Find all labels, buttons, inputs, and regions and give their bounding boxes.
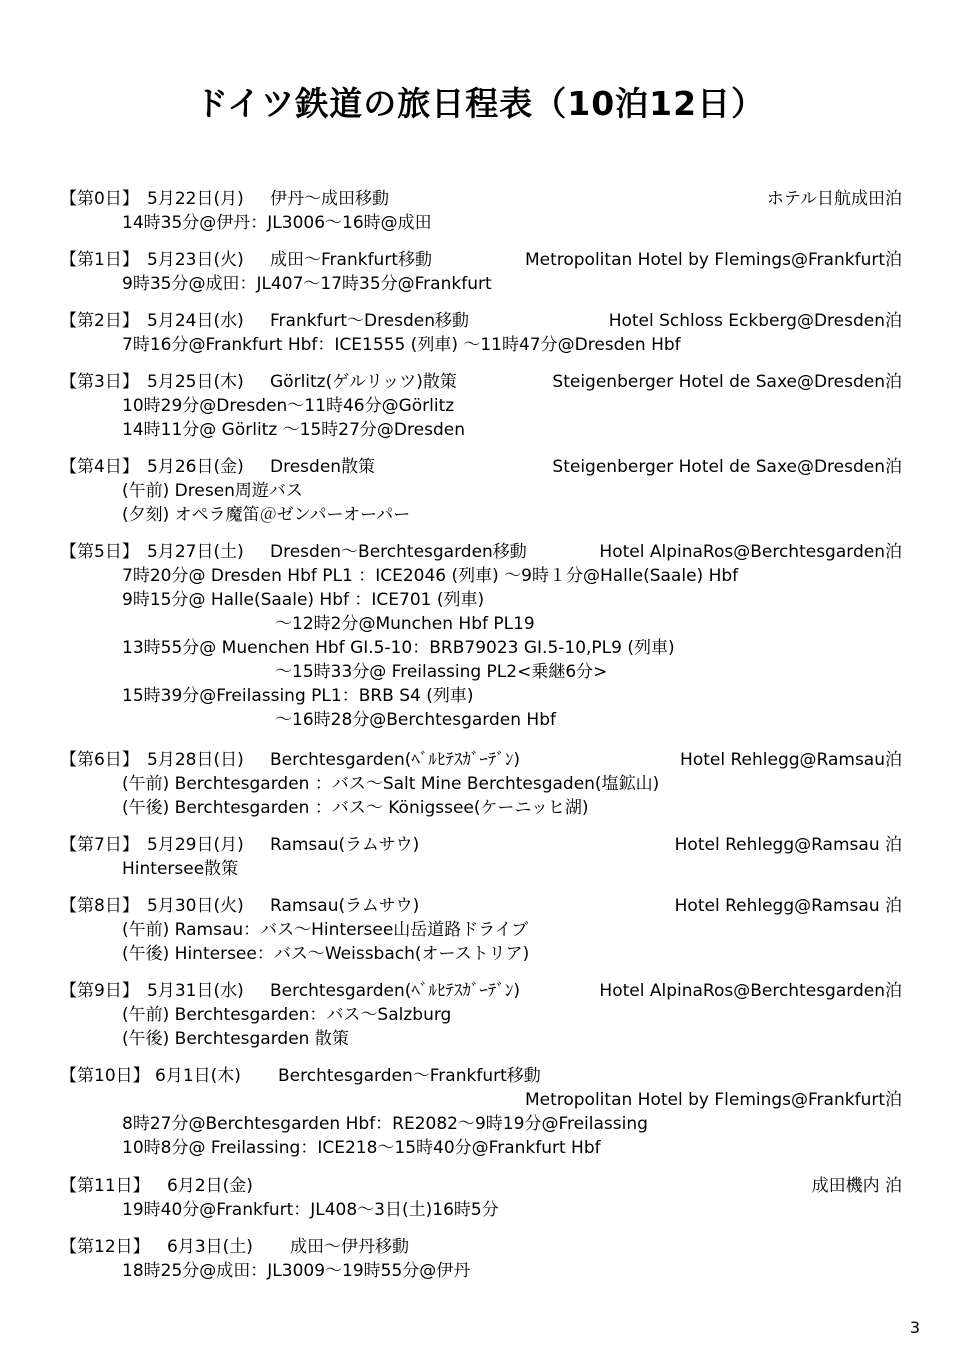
day-label: 【第7日】 <box>60 835 139 855</box>
day-date: 6月2日(金) <box>167 1176 253 1196</box>
day-header <box>60 540 902 564</box>
day-label: 【第1日】 <box>60 250 139 270</box>
itinerary-line: 15時39分@Freilassing PL1：BRB S4 (列車) <box>122 686 474 706</box>
itinerary-line: (午後) Berchtesgarden ：バス～ Königssee(ケーニッヒ湖) <box>122 798 589 818</box>
day-header <box>60 187 902 211</box>
itinerary-line: 9時15分@ Halle(Saale) Hbf ：ICE701 (列車) <box>122 590 485 610</box>
itinerary-line: 8時27分@Berchtesgarden Hbf：RE2082～9時19分@Freilassing <box>122 1114 648 1134</box>
day-header <box>60 748 902 772</box>
page-number: 3 <box>909 1318 920 1337</box>
hotel-name: Metropolitan Hotel by Flemings@Frankfurt泊 <box>524 1090 902 1110</box>
itinerary-line: (午前) Berchtesgarden：バス～Salzburg <box>122 1005 452 1025</box>
itinerary-line: 19時40分@Frankfurt：JL408～3日(土)16時5分 <box>122 1200 499 1220</box>
itinerary-line: (午後) Berchtesgarden 散策 <box>122 1029 349 1049</box>
itinerary-line: 13時55分@ Muenchen Hbf GI.5-10：BRB79023 GI.5-10,PL9 (列車) <box>122 638 675 658</box>
hotel-name: Hotel Rehlegg@Ramsau泊 <box>680 750 902 770</box>
day-label: 【第12日】 <box>60 1237 150 1257</box>
day-header <box>60 833 902 857</box>
day-header <box>60 894 902 918</box>
itinerary-line: ～16時28分@Berchtesgarden Hbf <box>275 710 556 730</box>
day-route: Berchtesgarden(ﾍﾞﾙﾋﾃｽｶﾞｰﾃﾞﾝ) <box>270 981 521 1001</box>
itinerary-line: 7時16分@Frankfurt Hbf：ICE1555 (列車) ～11時47分@Dresden Hbf <box>122 335 681 355</box>
itinerary-line: 18時25分@成田：JL3009～19時55分@伊丹 <box>122 1261 471 1281</box>
day-entry <box>60 540 902 732</box>
day-label: 【第4日】 <box>60 457 139 477</box>
day-route: 成田～Frankfurt移動 <box>270 250 432 270</box>
day-route: Görlitz(ゲルリッツ)散策 <box>270 372 457 392</box>
day-route: 伊丹～成田移動 <box>270 189 389 209</box>
day-date: 5月26日(金) <box>147 457 244 477</box>
day-date: 5月28日(日) <box>147 750 244 770</box>
day-label: 【第3日】 <box>60 372 139 392</box>
itinerary-line: 10時8分@ Freilassing：ICE218～15時40分@Frankfurt Hbf <box>122 1138 601 1158</box>
day-date: 5月22日(月) <box>147 189 244 209</box>
day-entry <box>60 309 902 357</box>
day-route: Dresden散策 <box>270 457 376 477</box>
day-route: Ramsau(ラムサウ) <box>270 835 420 855</box>
day-label: 【第9日】 <box>60 981 139 1001</box>
day-entry <box>60 979 902 1051</box>
page-title: ドイツ鉄道の旅日程表（10泊12日） <box>194 84 766 123</box>
day-header <box>60 1064 902 1088</box>
day-route: Frankfurt～Dresden移動 <box>270 311 470 331</box>
day-entry <box>60 833 902 881</box>
day-date: 5月27日(土) <box>147 542 244 562</box>
itinerary-line: ～12時2分@Munchen Hbf PL19 <box>275 614 535 634</box>
day-date: 5月24日(水) <box>147 311 244 331</box>
day-label: 【第0日】 <box>60 189 139 209</box>
day-entry <box>60 748 902 820</box>
day-date: 5月23日(火) <box>147 250 244 270</box>
day-route: 成田～伊丹移動 <box>290 1237 409 1257</box>
hotel-name: Metropolitan Hotel by Flemings@Frankfurt泊 <box>524 250 902 270</box>
day-label: 【第10日】 <box>60 1066 150 1086</box>
day-date: 6月1日(木) <box>155 1066 241 1086</box>
itinerary-line: Hintersee散策 <box>122 859 239 879</box>
day-header <box>60 1235 902 1259</box>
day-date: 5月25日(木) <box>147 372 244 392</box>
day-label: 【第2日】 <box>60 311 139 331</box>
day-date: 5月31日(水) <box>147 981 244 1001</box>
day-header <box>60 1174 902 1198</box>
day-entry <box>60 1235 902 1283</box>
itinerary-line: 9時35分@成田：JL407～17時35分@Frankfurt <box>122 274 492 294</box>
itinerary-line: ～15時33分@ Freilassing PL2<乗継6分> <box>275 662 608 682</box>
hotel-name: Hotel Rehlegg@Ramsau 泊 <box>674 835 902 855</box>
day-entry <box>60 455 902 527</box>
hotel-name: Hotel Schloss Eckberg@Dresden泊 <box>608 311 902 331</box>
itinerary-line: (午後) Hintersee：バス～Weissbach(オーストリア) <box>122 944 530 964</box>
itinerary-line: (午前) Ramsau：バス～Hintersee山岳道路ドライブ <box>122 920 529 940</box>
day-label: 【第5日】 <box>60 542 139 562</box>
day-label: 【第11日】 <box>60 1176 150 1196</box>
day-entry <box>60 370 902 442</box>
day-header <box>60 455 902 479</box>
hotel-name: ホテル日航成田泊 <box>766 189 902 209</box>
hotel-name: Hotel AlpinaRos@Berchtesgarden泊 <box>599 542 902 562</box>
itinerary-line: 10時29分@Dresden～11時46分@Görlitz <box>122 396 455 416</box>
itinerary-line: (夕刻) オペラ魔笛＠ゼンパーオーパー <box>122 505 411 525</box>
day-entry <box>60 248 902 296</box>
day-header <box>60 309 902 333</box>
day-entry <box>60 894 902 966</box>
hotel-name: Hotel AlpinaRos@Berchtesgarden泊 <box>599 981 902 1001</box>
itinerary-line: (午前) Dresen周遊バス <box>122 481 303 501</box>
day-label: 【第6日】 <box>60 750 139 770</box>
itinerary-line: 14時35分@伊丹：JL3006～16時@成田 <box>122 213 432 233</box>
hotel-name: Steigenberger Hotel de Saxe@Dresden泊 <box>552 372 902 392</box>
hotel-name: Steigenberger Hotel de Saxe@Dresden泊 <box>552 457 902 477</box>
day-header <box>60 248 902 272</box>
itinerary-line: 14時11分@ Görlitz ～15時27分@Dresden <box>122 420 465 440</box>
day-entry <box>60 1174 902 1222</box>
day-date: 5月30日(火) <box>147 896 244 916</box>
day-route: Dresden～Berchtesgarden移動 <box>270 542 527 562</box>
day-label: 【第8日】 <box>60 896 139 916</box>
day-header <box>60 370 902 394</box>
hotel-name: 成田機内 泊 <box>811 1176 902 1196</box>
day-route: Berchtesgarden～Frankfurt移動 <box>278 1066 541 1086</box>
day-entry <box>60 187 902 235</box>
day-route: Ramsau(ラムサウ) <box>270 896 420 916</box>
day-entry <box>60 1064 902 1160</box>
itinerary-line: 7時20分@ Dresden Hbf PL1 ：ICE2046 (列車) ～9時１分@Halle(Saale) Hbf <box>122 566 739 586</box>
itinerary-line: (午前) Berchtesgarden ：バス～Salt Mine Berchtesgaden(塩鉱山) <box>122 774 660 794</box>
hotel-name: Hotel Rehlegg@Ramsau 泊 <box>674 896 902 916</box>
day-date: 5月29日(月) <box>147 835 244 855</box>
day-route: Berchtesgarden(ﾍﾞﾙﾋﾃｽｶﾞｰﾃﾞﾝ) <box>270 750 521 770</box>
day-date: 6月3日(土) <box>167 1237 253 1257</box>
day-header <box>60 979 902 1003</box>
